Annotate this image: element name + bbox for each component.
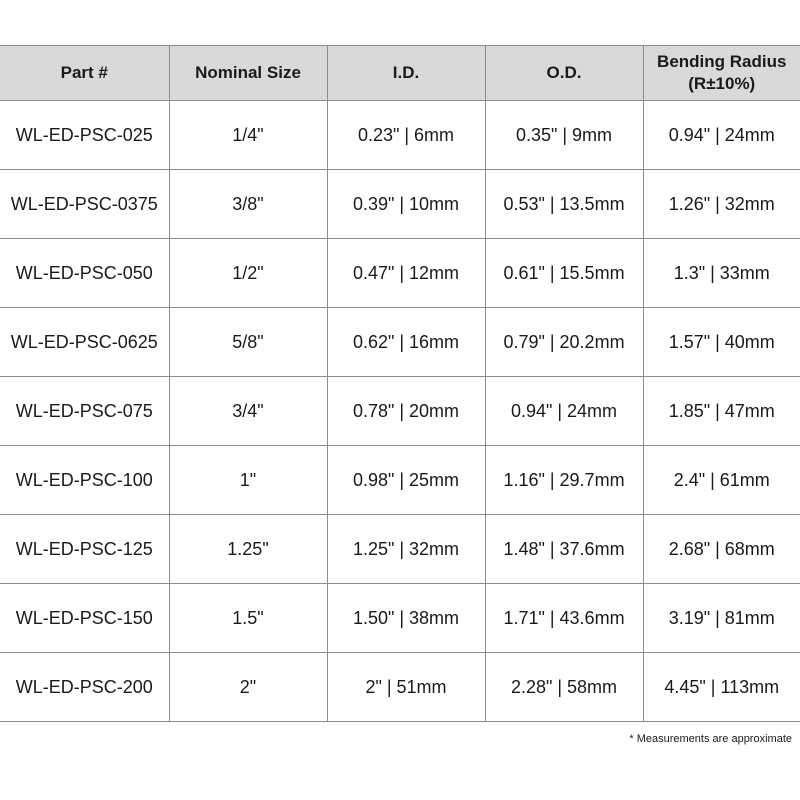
cell-nominal-size: 1.25" (169, 515, 327, 584)
cell-nominal-size: 3/4" (169, 377, 327, 446)
header-outer-diameter: O.D. (485, 46, 643, 101)
cell-nominal-size: 1/2" (169, 239, 327, 308)
cell-nominal-size: 2" (169, 653, 327, 722)
cell-bending-radius: 1.57" | 40mm (643, 308, 800, 377)
header-nominal-size: Nominal Size (169, 46, 327, 101)
cell-inner-diameter: 1.25" | 32mm (327, 515, 485, 584)
cell-part-number: WL-ED-PSC-0375 (0, 170, 169, 239)
cell-inner-diameter: 0.98" | 25mm (327, 446, 485, 515)
cell-outer-diameter: 0.79" | 20.2mm (485, 308, 643, 377)
cell-nominal-size: 1" (169, 446, 327, 515)
cell-nominal-size: 1/4" (169, 101, 327, 170)
table-row (0, 239, 800, 308)
table-row (0, 101, 800, 170)
cell-inner-diameter: 1.50" | 38mm (327, 584, 485, 653)
cell-inner-diameter: 0.23" | 6mm (327, 101, 485, 170)
header-bending-radius (643, 46, 800, 101)
cell-outer-diameter: 0.35" | 9mm (485, 101, 643, 170)
cell-outer-diameter: 0.53" | 13.5mm (485, 170, 643, 239)
table-row (0, 377, 800, 446)
cell-part-number: WL-ED-PSC-0625 (0, 308, 169, 377)
cell-bending-radius: 2.4" | 61mm (643, 446, 800, 515)
cell-inner-diameter: 0.78" | 20mm (327, 377, 485, 446)
table-row (0, 515, 800, 584)
cell-nominal-size: 5/8" (169, 308, 327, 377)
cell-part-number: WL-ED-PSC-125 (0, 515, 169, 584)
cell-bending-radius: 4.45" | 113mm (643, 653, 800, 722)
cell-inner-diameter: 2" | 51mm (327, 653, 485, 722)
cell-bending-radius: 1.26" | 32mm (643, 170, 800, 239)
cell-part-number: WL-ED-PSC-025 (0, 101, 169, 170)
cell-part-number: WL-ED-PSC-100 (0, 446, 169, 515)
header-inner-diameter: I.D. (327, 46, 485, 101)
cell-nominal-size: 1.5" (169, 584, 327, 653)
footnote: * Measurements are approximate (629, 733, 792, 745)
cell-inner-diameter: 0.39" | 10mm (327, 170, 485, 239)
cell-part-number: WL-ED-PSC-150 (0, 584, 169, 653)
header-part-number: Part # (0, 46, 169, 101)
cell-bending-radius: 1.3" | 33mm (643, 239, 800, 308)
cell-bending-radius: 1.85" | 47mm (643, 377, 800, 446)
cell-outer-diameter: 1.48" | 37.6mm (485, 515, 643, 584)
header-bending-radius-line2: (R±10%) (688, 74, 756, 93)
cell-outer-diameter: 1.71" | 43.6mm (485, 584, 643, 653)
cell-outer-diameter: 1.16" | 29.7mm (485, 446, 643, 515)
cell-part-number: WL-ED-PSC-075 (0, 377, 169, 446)
cell-outer-diameter: 0.61" | 15.5mm (485, 239, 643, 308)
table-header (0, 46, 800, 101)
specifications-table (0, 45, 800, 722)
cell-bending-radius: 0.94" | 24mm (643, 101, 800, 170)
cell-bending-radius: 2.68" | 68mm (643, 515, 800, 584)
cell-inner-diameter: 0.62" | 16mm (327, 308, 485, 377)
header-row (0, 46, 800, 101)
cell-nominal-size: 3/8" (169, 170, 327, 239)
cell-bending-radius: 3.19" | 81mm (643, 584, 800, 653)
cell-part-number: WL-ED-PSC-200 (0, 653, 169, 722)
cell-outer-diameter: 0.94" | 24mm (485, 377, 643, 446)
header-bending-radius-line1: Bending Radius (657, 52, 787, 71)
table-row (0, 308, 800, 377)
table-row (0, 446, 800, 515)
table-body (0, 101, 800, 722)
cell-outer-diameter: 2.28" | 58mm (485, 653, 643, 722)
table-row (0, 170, 800, 239)
table-row (0, 653, 800, 722)
cell-part-number: WL-ED-PSC-050 (0, 239, 169, 308)
cell-inner-diameter: 0.47" | 12mm (327, 239, 485, 308)
table-row (0, 584, 800, 653)
